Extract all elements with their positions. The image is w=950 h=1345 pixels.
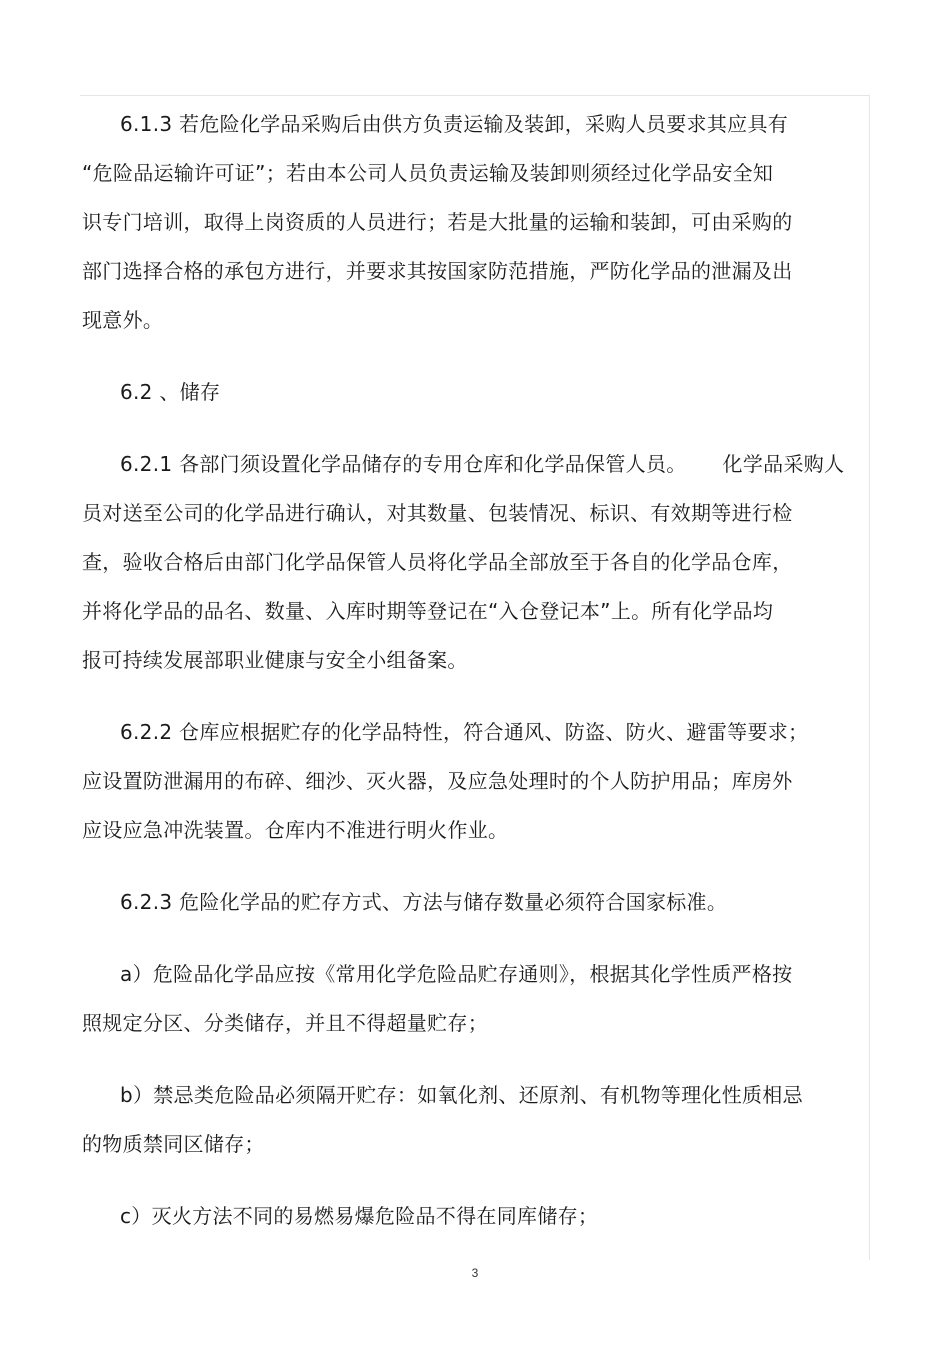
text-line: 识专门培训，取得上岗资质的人员进行；若是大批量的运输和装卸，可由采购的 bbox=[82, 210, 793, 234]
list-item-a bbox=[82, 950, 872, 1048]
list-item-b bbox=[82, 1071, 872, 1169]
text-line: 6.1.3 若危险化学品采购后由供方负责运输及装卸，采购人员要求其应具有 bbox=[120, 112, 789, 136]
text-segment: 6.2.1 各部门须设置化学品储存的专用仓库和化学品保管人员。 bbox=[120, 452, 687, 476]
document-body bbox=[82, 100, 872, 1264]
text-line: 6.2 、储存 bbox=[120, 380, 221, 404]
text-line: 报可持续发展部职业健康与安全小组备案。 bbox=[82, 648, 468, 672]
text-line: 部门选择合格的承包方进行，并要求其按国家防范措施，严防化学品的泄漏及出 bbox=[82, 259, 793, 283]
text-line: 现意外。 bbox=[82, 308, 164, 332]
text-line: 照规定分区、分类储存，并且不得超量贮存； bbox=[82, 1011, 488, 1035]
text-line: b）禁忌类危险品必须隔开贮存：如氧化剂、还原剂、有机物等理化性质相忌 bbox=[120, 1083, 803, 1107]
text-line: 的物质禁同区储存； bbox=[82, 1132, 265, 1156]
paragraph-6-2-3 bbox=[82, 878, 872, 927]
paragraph-6-1-3 bbox=[82, 100, 872, 345]
text-segment: 化学品采购人 bbox=[722, 452, 845, 476]
text-line: a）危险品化学品应按《常用化学危险品贮存通则》，根据其化学性质严格按 bbox=[120, 962, 793, 986]
section-heading-6-2 bbox=[82, 368, 872, 417]
text-line bbox=[82, 440, 872, 489]
text-line: 6.2.2 仓库应根据贮存的化学品特性，符合通风、防盗、防火、避雷等要求； bbox=[120, 720, 809, 744]
text-line: 并将化学品的品名、数量、入库时期等登记在“入仓登记本”上。所有化学品均 bbox=[82, 599, 774, 623]
list-item-c bbox=[82, 1192, 872, 1241]
text-line: 应设应急冲洗装置。仓库内不准进行明火作业。 bbox=[82, 818, 509, 842]
text-line: 应设置防泄漏用的布碎、细沙、灭火器，及应急处理时的个人防护用品；库房外 bbox=[82, 769, 793, 793]
page-number: 3 bbox=[471, 1266, 479, 1280]
text-line: 员对送至公司的化学品进行确认，对其数量、包装情况、标识、有效期等进行检 bbox=[82, 501, 793, 525]
paragraph-6-2-2 bbox=[82, 708, 872, 855]
text-line: 6.2.3 危险化学品的贮存方式、方法与储存数量必须符合国家标准。 bbox=[120, 890, 728, 914]
text-line: c）灭火方法不同的易燃易爆危险品不得在同库储存； bbox=[120, 1204, 599, 1228]
text-line: 查，验收合格后由部门化学品保管人员将化学品全部放至于各自的化学品仓库， bbox=[82, 550, 793, 574]
paragraph-6-2-1 bbox=[82, 440, 872, 685]
text-line: “危险品运输许可证”；若由本公司人员负责运输及装卸则须经过化学品安全知 bbox=[82, 161, 774, 185]
